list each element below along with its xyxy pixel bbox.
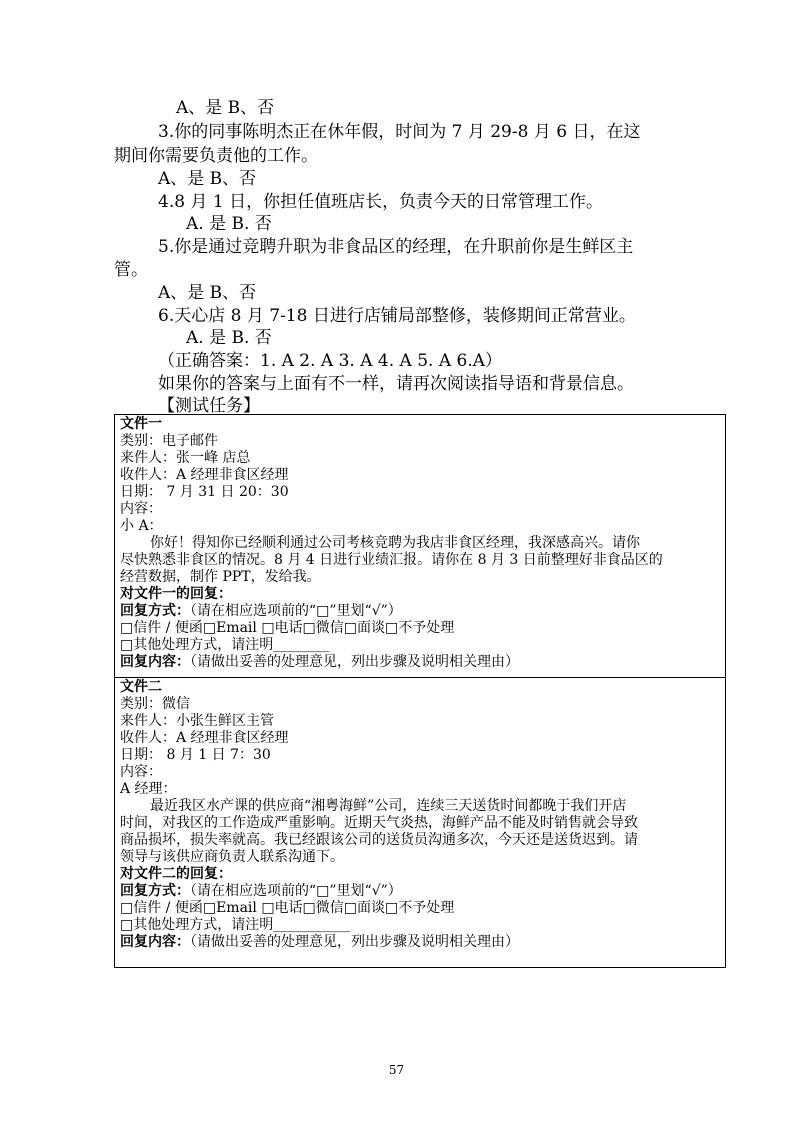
- file2-content-reply-label: 回复内容：: [120, 934, 190, 950]
- file2-method-hint: （请在相应选项前的“□”里划“√”）: [190, 883, 402, 899]
- question-6: 6.天心店 8 月 7-18 日进行店铺局部整修，装修期间正常营业。: [158, 306, 636, 326]
- file1-content-reply-hint: （请做出妥善的处理意见，列出步骤及说明相关理由）: [190, 654, 519, 670]
- answer-options-q3: A、是 B、否: [158, 169, 257, 189]
- file2-content-reply-hint: （请做出妥善的处理意见，列出步骤及说明相关理由）: [190, 934, 519, 950]
- task-table: [114, 414, 726, 968]
- page-number: 57: [388, 1063, 405, 1077]
- file1-content-label: 内容：: [120, 501, 162, 517]
- answer-options-q4: A. 是 B. 否: [186, 214, 272, 234]
- file1-date: 日期： 7 月 31 日 20：30: [120, 484, 289, 500]
- file2-content-label: 内容：: [120, 764, 162, 780]
- question-4: 4.8 月 1 日，你担任值班店长，负责今天的日常管理工作。: [158, 192, 604, 212]
- file2-body-line: 最近我区水产课的供应商“湘粤海鲜”公司，连续三天送货时间都晚于我们开店: [150, 798, 627, 814]
- file2-body-line: 领导与该供应商负责人联系沟通下。: [120, 849, 344, 865]
- question-5: 5.你是通过竞聘升职为非食品区的经理，在升职前你是生鲜区主: [158, 237, 634, 257]
- file2-date: 日期： 8 月 1 日 7：30: [120, 747, 271, 763]
- file1-title: 文件一: [120, 416, 162, 432]
- instruction-text: 如果你的答案与上面有不一样，请再次阅读指导语和背景信息。: [158, 374, 634, 394]
- file2-title: 文件二: [120, 679, 162, 695]
- file1-sender: 来件人：张一峰 店总: [120, 450, 251, 466]
- file1-content-reply-label: 回复内容：: [120, 654, 190, 670]
- file2-body-line: 时间，对我区的工作造成严重影响。近期天气炎热，海鲜产品不能及时销售就会导致: [120, 815, 638, 831]
- answer-options-q6: A. 是 B. 否: [186, 328, 272, 348]
- section-heading: 【测试任务】: [158, 396, 260, 416]
- file1-reply-label: 对文件一的回复：: [120, 586, 232, 602]
- file2-recipient: 收件人：A 经理非食区经理: [120, 730, 289, 746]
- file1-method-hint: （请在相应选项前的“□”里划“√”）: [190, 603, 402, 619]
- file1-recipient: 收件人：A 经理非食区经理: [120, 467, 289, 483]
- file1-greeting: 小 A：: [120, 518, 163, 534]
- answer-options-q2: A、是 B、否: [176, 98, 275, 118]
- file2-other-method[interactable]: □其他处理方式，请注明___________: [120, 917, 351, 933]
- file-divider: [115, 677, 725, 678]
- file1-other-method[interactable]: □其他处理方式，请注明________: [120, 637, 330, 653]
- file1-reply-content: [120, 654, 519, 671]
- file2-sender: 来件人：小张生鲜区主管: [120, 713, 274, 729]
- file1-reply-method: [120, 603, 402, 620]
- question-3: 3.你的同事陈明杰正在休年假，时间为 7 月 29-8 月 6 日，在这: [158, 122, 641, 142]
- file2-reply-label: 对文件二的回复：: [120, 866, 232, 882]
- correct-answers: （正确答案：1. A 2. A 3. A 4. A 5. A 6.A）: [158, 351, 503, 371]
- file1-body-line: 你好！得知你已经顺利通过公司考核竞聘为我店非食区经理，我深感高兴。请你: [150, 535, 640, 551]
- file2-body-line: 商品损坏，损失率就高。我已经跟该公司的送货员沟通多次，今天还是送货迟到。请: [120, 832, 638, 848]
- file1-method-options[interactable]: □信件 / 便函□Email □电话□微信□面谈□不予处理: [120, 620, 455, 636]
- file1-body-line: 经营数据，制作 PPT，发给我。: [120, 569, 321, 585]
- file2-type: 类别：微信: [120, 696, 190, 712]
- file1-body-line: 尽快熟悉非食区的情况。8 月 4 日进行业绩汇报。请你在 8 月 3 日前整理好非食品区的: [120, 552, 663, 568]
- file2-reply-method: [120, 883, 402, 900]
- file2-reply-content: [120, 934, 519, 951]
- answer-options-q5: A、是 B、否: [158, 283, 257, 303]
- file2-greeting: A 经理：: [120, 781, 177, 797]
- question-5-cont: 管。: [114, 260, 148, 280]
- file2-method-label: 回复方式：: [120, 883, 190, 899]
- file1-method-label: 回复方式：: [120, 603, 190, 619]
- file2-method-options[interactable]: □信件 / 便函□Email □电话□微信□面谈□不予处理: [120, 900, 455, 916]
- file1-type: 类别：电子邮件: [120, 433, 218, 449]
- question-3-cont: 期间你需要负责他的工作。: [114, 146, 318, 166]
